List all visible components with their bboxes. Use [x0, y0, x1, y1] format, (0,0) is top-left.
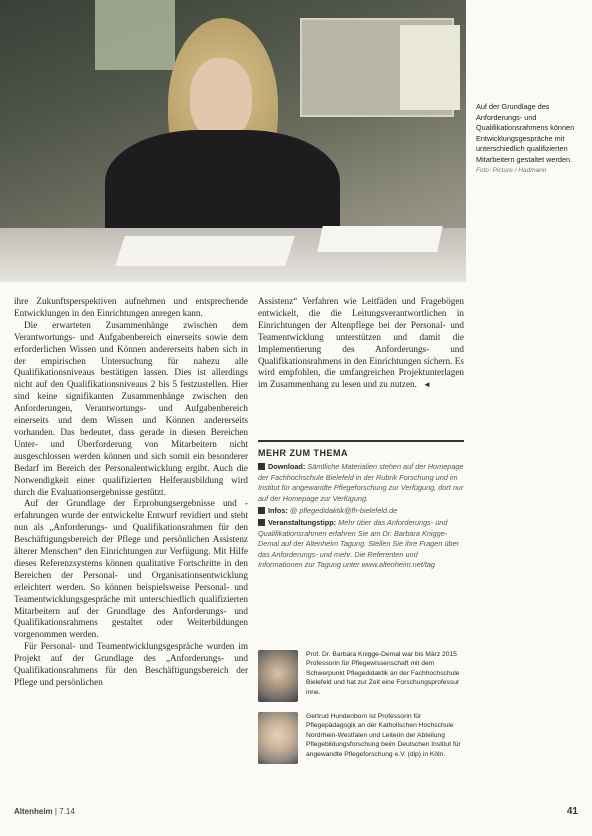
author-block-1: [258, 650, 464, 706]
info-item-text: Mehr über das Anforderungs- und Qualifikationsrahmen erfahren Sie am Dr. Barbara Knigge-Demal auf der Altenheim Tagung. Stellen Sie ihre Fragen über das Anforderungs- und mehr. Die Referenten und Informationen zur Tagung unter www.altenheim.net/tag: [258, 518, 460, 570]
square-bullet-icon: [258, 519, 265, 526]
info-item-label: Veranstaltungstipp:: [268, 518, 337, 528]
photo-paper-2: [317, 226, 443, 252]
paragraph: ihre Zukunftsperspektiven aufnehmen und entsprechende Entwicklungen in den Einrichtungen anregen kann.: [14, 296, 248, 318]
info-item-event: [258, 518, 464, 570]
author-block-2: [258, 712, 464, 772]
end-mark-icon: ◄: [422, 380, 431, 390]
info-item-infos: [258, 506, 464, 516]
paragraph: [258, 296, 464, 391]
square-bullet-icon: [258, 507, 265, 514]
paragraph: Für Personal- und Teamentwicklungsgespräche wurden im Projekt auf der Grundlage des „Anforderungs- und Qualifikationsrahmens für den Beschäftigungsbereich der Pflege und persönlichen: [14, 641, 248, 687]
photo-caption: [476, 102, 588, 176]
author-portrait: [258, 712, 298, 764]
paragraph-text: Assistenz“ Verfahren wie Leitfäden und Fragebögen entwickelt, die die Leitungsverantwortlichen in Einrichtungen der Altenpflege bei der Personal- und Teamentwicklung unterstützen und damit die Implementierung des Anforderungs- und Qualifikationsrahmens in den Einrichtungen sichern. Es wird empfohlen, die umfangreichen Projektunterlagen im Zusammenhang zu lesen und zu nutzen.: [258, 296, 464, 390]
photo-credit: Foto: Picture / Hadmann: [476, 166, 547, 174]
issue-number: | 7.14: [54, 807, 75, 816]
info-item-label: Infos:: [268, 506, 288, 516]
caption-text: Auf der Grundlage des Anforderungs- und Qualifikationsrahmens können Entwicklungsgespräche mit unterschiedlich qualifizierten Mitarbeitern gestaltet werden.: [476, 102, 575, 164]
info-item-download: [258, 462, 464, 504]
photo-window: [95, 0, 175, 70]
paragraph: Die erwarteten Zusammenhänge zwischen dem Verantwortungs- und Aufgabenbereich einerseits sowie dem erforderlichen Wissen und Können andererseits haben sich in der empirischen Untersuchung für nahezu alle Qualifikationsniveaus bestätigen lassen. Dies ist allerdings nicht auf den Qualifikationsniveaus 2 bis 5 festzustellen. Hier sind keine signifikanten Zusammenhänge zwischen den Anforderungen, Verantwortungs- und Aufgabenbereich einerseits und dem Wissen und Können andererseits vorhanden. Das bedeutet, dass gerade in diesen Bereichen Unter- und Überforderung von Mitarbeitern nicht ausgeschlossen werden können und sich somit ein besonderer Bedarf im Bereich der Personalentwicklung ergibt. Auch die Notwendigkeit einer qualifizierten Helferausbildung wird durch die Evaluationsergebnisse gestützt.: [14, 319, 248, 497]
article-photo: [0, 0, 466, 282]
info-item-text: Sämtliche Materialien stehen auf der Homepage der Fachhochschule Bielefeld in der Rubrik Forschung und im Institut für angewandte Pflegeforschung zur Verfügung, dort nur auf der Homepage zur Verfügung.: [258, 462, 464, 503]
photo-flipchart: [400, 25, 460, 110]
page-number: 41: [566, 806, 578, 817]
square-bullet-icon: [258, 463, 265, 470]
author-portrait: [258, 650, 298, 702]
info-item-text: @ pflegedidaktik@fh-bielefeld.de: [289, 506, 398, 516]
author-bio: Prof. Dr. Barbara Knigge-Demal war bis März 2015 Professorin für Pflegewissenschaft mit dem Schwerpunkt Pflegedidaktik an der Fachhochschule Bielefeld und hat zur Zeit eine Forschungsprofessur inne.: [306, 651, 460, 696]
info-box: [258, 440, 464, 572]
photo-person-face: [190, 58, 252, 140]
magazine-name: Altenheim: [14, 807, 53, 816]
text-column-left: [14, 296, 248, 689]
paragraph: Auf der Grundlage der Erprobungsergebnisse und -erfahrungen wurde der entwickelte Entwurf revidiert und steht nun als „Anforderungs- und Qualifikationsrahmen für den Beschäftigungsbereich der Pflege und persönlichen Assistenz älterer Menschen“ den Einrichtungen zur Verfügung. Mit Hilfe dieses Referenzsystems können qualitative Fortschritte in den Bereichen der Personal- und Organisationsentwicklung erleichtert werden. So können beispielsweise Personal- und Teamentwicklungsgespräche mit unterschiedlich qualifizierten Mitarbeitern auf der Grundlage des Anforderungs- und Qualifikationsrahmens gestaltet oder Weiterbildungen vorgenommen werden.: [14, 498, 248, 640]
info-box-title: MEHR ZUM THEMA: [258, 448, 348, 458]
photo-paper: [115, 236, 295, 266]
author-bio: Gertrud Hundenborn ist Professorin für Pflegepädagogik an der Katholischen Hochschule Nordrhein-Westfalen und Leiterin der Abteilung Pflegebildungsforschung beim Deutschen Institut für angewandte Pflegeforschung e.V. (dip) in Köln.: [306, 713, 461, 758]
info-item-label: Download:: [268, 462, 306, 472]
page-footer: [14, 807, 578, 816]
text-column-right: [258, 296, 464, 391]
